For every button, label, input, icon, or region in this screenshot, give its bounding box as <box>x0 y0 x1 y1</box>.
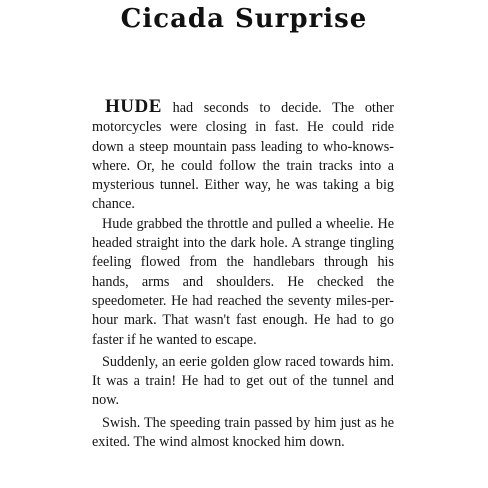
paragraph-2: Hude grabbed the throttle and pulled a wheelie. He headed straight into the dark hole. A strange tingling feeling flowed from the handlebars through his hands, arms and shoulders. He checked the speedometer. He had reached the seventy miles-per-hour mark. That wasn't fast enough. He had to go faster if he wanted to escape. <box>92 215 394 348</box>
chapter-title: Cicada Surprise <box>120 4 368 34</box>
paragraph-4: Swish. The speeding train passed by him just as he exited. The wind almost knocked him down. <box>92 414 394 451</box>
paragraph-3: Suddenly, an eerie golden glow raced towards him. It was a train! He had to get out of the tunnel and now. <box>92 353 394 409</box>
paragraph-1-text: had seconds to decide. The other motorcycles were closing in fast. He could ride down a steep mountain pass leading to who-knows-where. Or, he could follow the train tracks into a mysterious tunnel. Either way, he was taking a big chance. <box>92 100 394 213</box>
drop-cap-lead-word: HUDE <box>105 96 162 117</box>
paragraph-1 <box>92 97 394 215</box>
story-text <box>92 97 394 452</box>
